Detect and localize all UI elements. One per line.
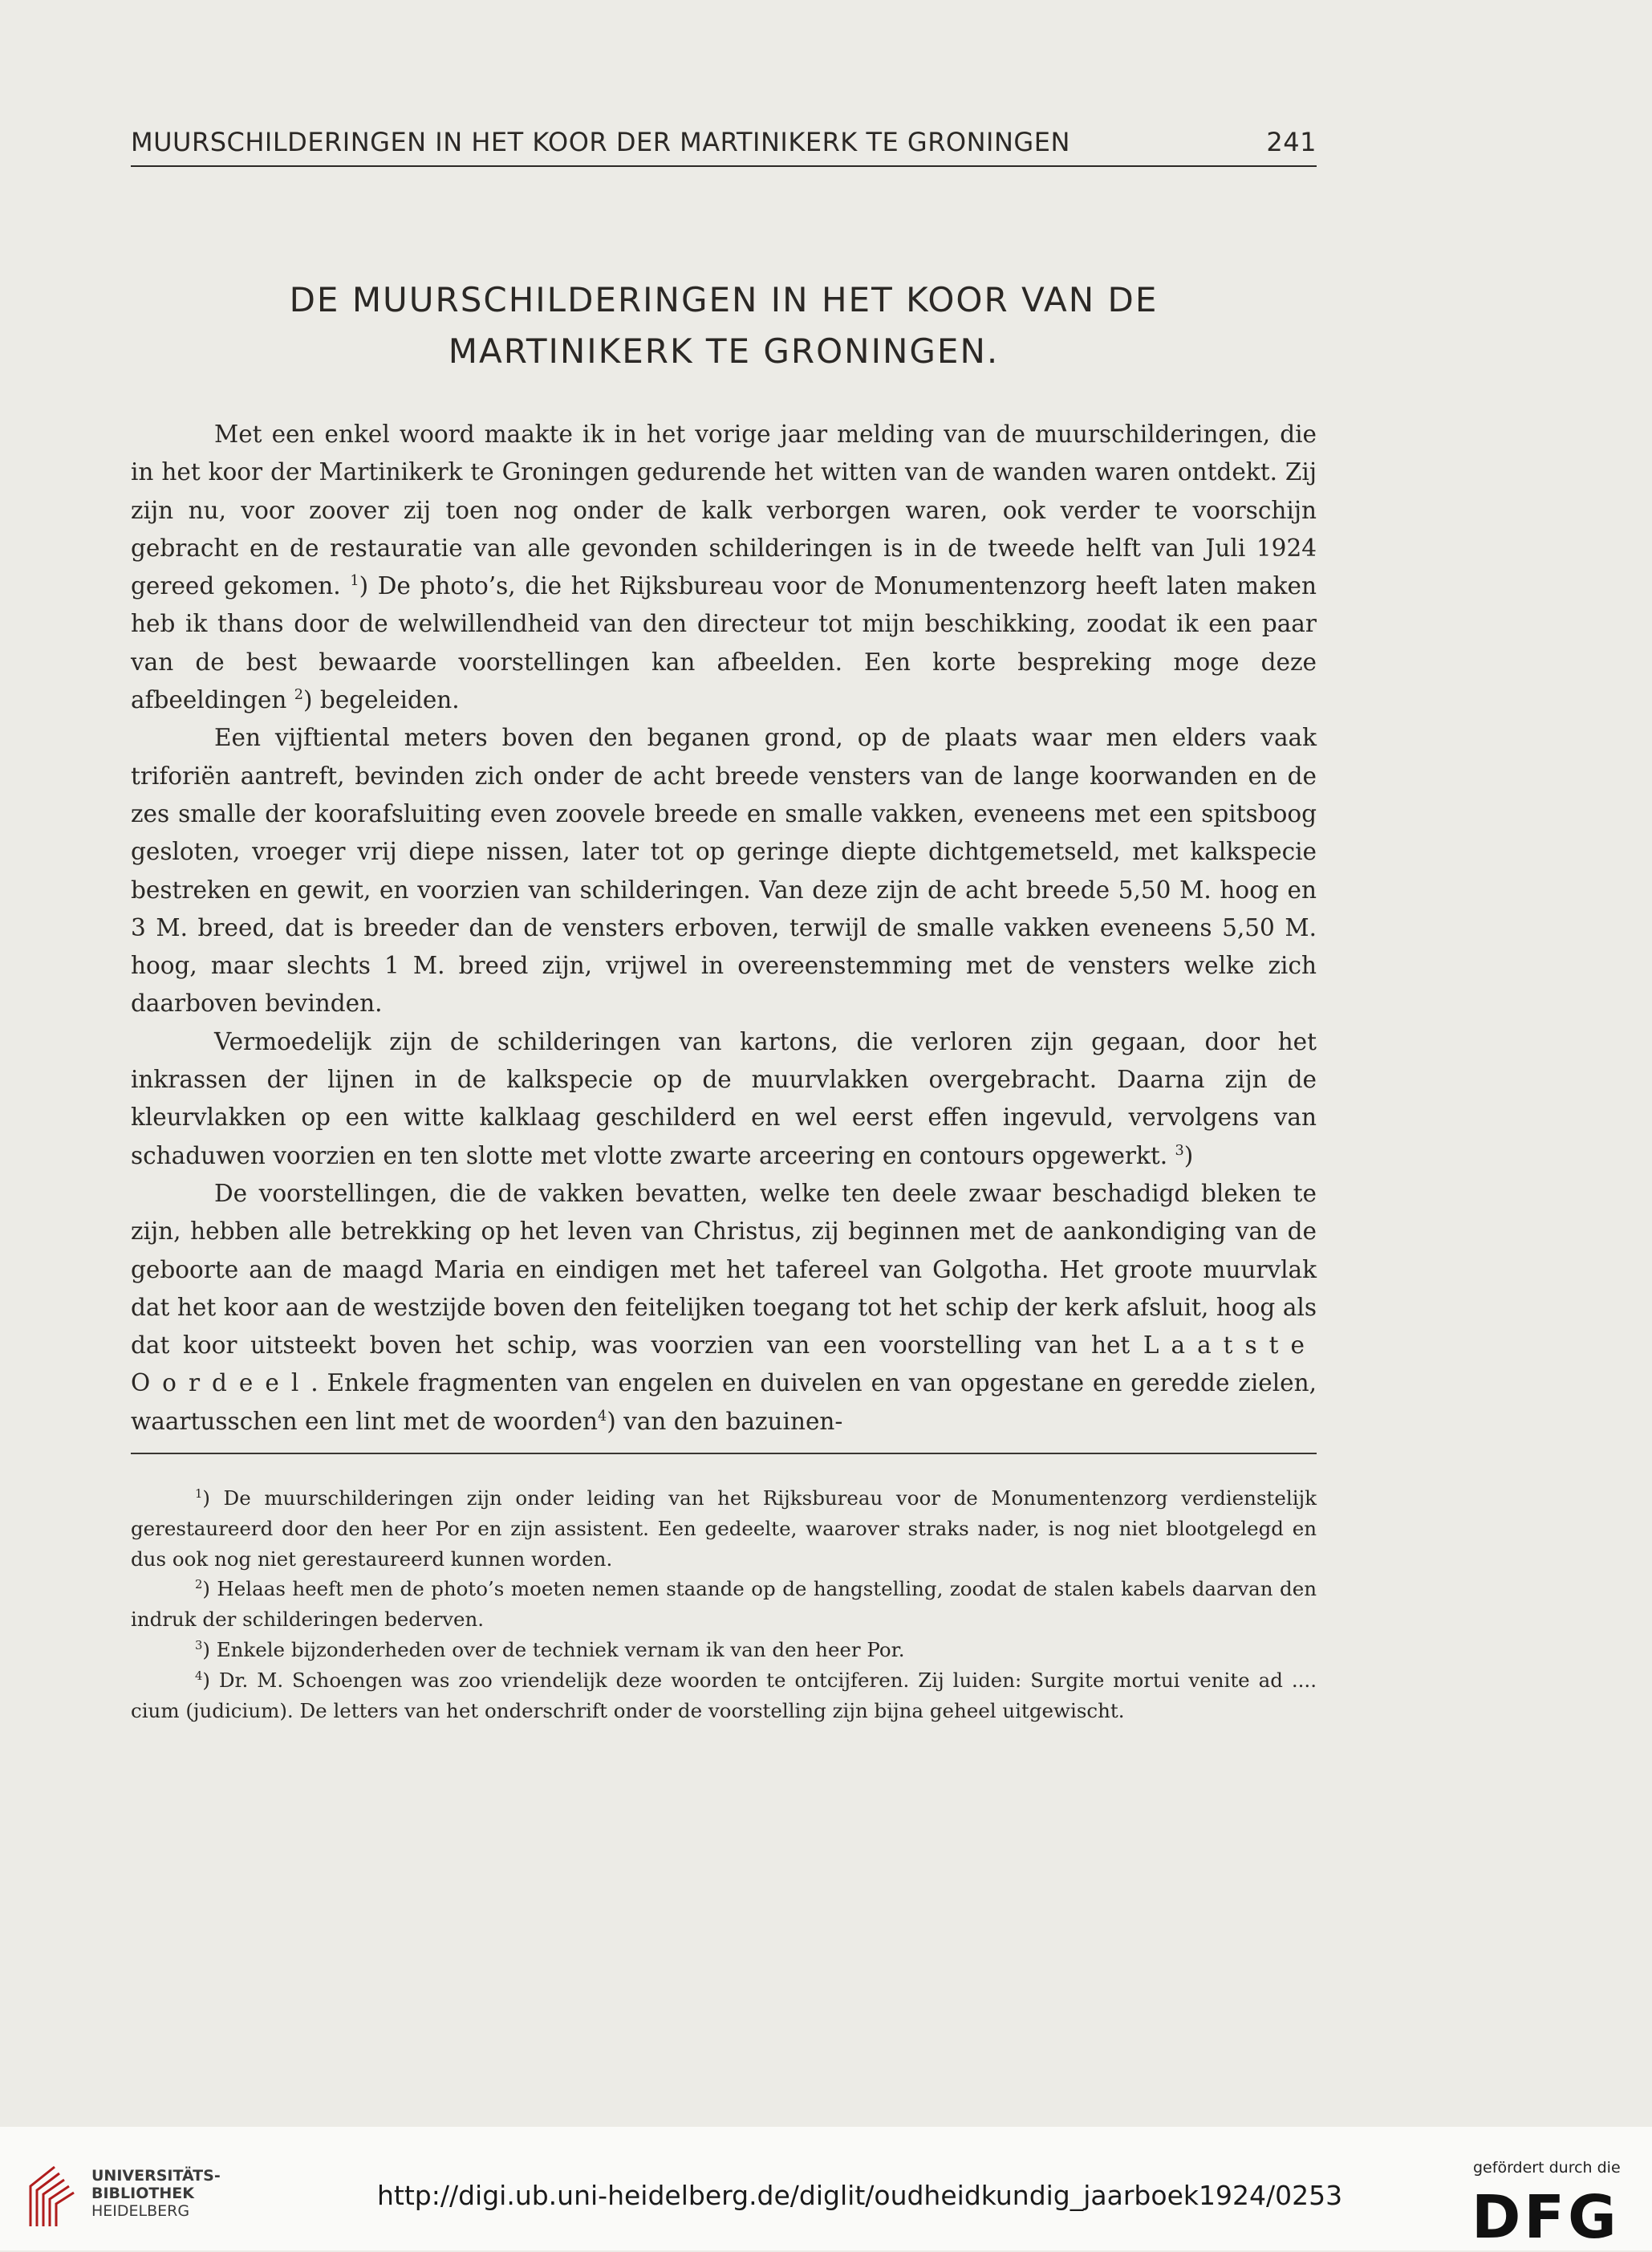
permalink-url[interactable]: http://digi.ub.uni-heidelberg.de/diglit/oudheidkundig_jaarboek1924/0253 <box>377 2180 1343 2211</box>
footnote-4 <box>131 1665 1317 1726</box>
paragraph-3 <box>131 1023 1317 1175</box>
funding-label: gefördert durch die <box>1473 2159 1621 2177</box>
footnote-ref-1[interactable]: 1 <box>350 573 359 590</box>
footnote-text: ) Dr. M. Schoengen was zoo vriendelijk deze woorden te ontcijferen. Zij luiden: Surgite mortui venite ad .... cium (judicium). De letters van het onderschrift onder de voorstelling zijn bijna geheel uitgewischt. <box>131 1668 1317 1722</box>
article-title <box>131 274 1317 377</box>
paragraph-4 <box>131 1175 1317 1441</box>
library-name-line: HEIDELBERG <box>91 2202 190 2220</box>
library-name-line: BIBLIOTHEK <box>91 2185 194 2202</box>
paragraph-text: Vermoedelijk zijn de schilderingen van kartons, die verloren zijn gegaan, door het inkrassen der lijnen in de kalkspecie op de muurvlakken overgebracht. Daarna zijn de kleurvlakken op een witte kalklaag geschilderd en wel eerst effen ingevuld, vervolgens van schaduwen voorzien en ten slotte met vlotte zwarte arceering en contours opgewerkt. <box>131 1027 1317 1169</box>
viewer-footer <box>0 2127 1652 2250</box>
body-text <box>131 416 1317 1441</box>
footnote-mark: 4 <box>195 1669 203 1683</box>
paragraph-1 <box>131 416 1317 719</box>
footnote-text: ) Helaas heeft men de photo’s moeten nemen staande op de hangstelling, zoodat de stalen kabels daarvan den indruk der schilderingen bederven. <box>131 1577 1317 1632</box>
footnote-2 <box>131 1574 1317 1635</box>
footnote-ref-4[interactable]: 4 <box>598 1408 607 1425</box>
running-head-title: MUURSCHILDERINGEN IN HET KOOR DER MARTINIKERK TE GRONINGEN <box>131 127 1070 157</box>
dfg-logo[interactable]: DFG <box>1471 2183 1620 2252</box>
footnote-rule <box>131 1453 1317 1454</box>
footnote-ref-2[interactable]: 2 <box>294 687 304 704</box>
footnote-text: ) Enkele bijzonderheden over de techniek vernam ik van den heer Por. <box>202 1637 905 1661</box>
footnote-1 <box>131 1483 1317 1574</box>
footnote-3 <box>131 1635 1317 1665</box>
footnote-text: ) De muurschilderingen zijn onder leiding van het Rijksbureau voor de Monumentenzorg verdienstelijk gerestaureerd door den heer Por en zijn assistent. Een gedeelte, waarover straks nader, is nog niet blootgelegd en dus ook nog niet gerestaureerd kunnen worden. <box>131 1486 1317 1571</box>
footnote-mark: 1 <box>195 1486 203 1501</box>
paragraph-text: De voorstellingen, die de vakken bevatten, welke ten deele zwaar beschadigd bleken te zijn, hebben alle betrekking op het leven van Christus, zij beginnen met de aankondiging van de geboorte aan de maagd Maria en eindigen met het tafereel van Golgotha. Het groote muurvlak dat het koor aan de westzijde boven den feitelijken toegang tot het schip der kerk afsluit, hoog als dat koor uitsteekt boven het schip, was voorzien van een voorstelling van het <box>131 1179 1317 1360</box>
paragraph-text: ) van den bazuinen- <box>607 1407 843 1435</box>
header-rule <box>131 165 1317 167</box>
footnote-mark: 3 <box>195 1638 203 1652</box>
spaced-emphasis: Laatste Oordeel <box>131 1331 1317 1397</box>
paragraph-text: Met een enkel woord maakte ik in het vorige jaar melding van de muurschilderingen, die in het koor der Martinikerk te Groningen gedurende het witten van de wanden waren ontdekt. Zij zijn nu, voor zoover zij toen nog onder de kalk verborgen waren, ook verder te voorschijn gebracht en de restauratie van alle gevonden schilderingen is in de tweede helft van Juli 1924 gereed gekomen. <box>131 421 1317 600</box>
footnote-mark: 2 <box>195 1578 203 1592</box>
library-name-line: UNIVERSITÄTS- <box>91 2167 221 2185</box>
footnotes <box>131 1483 1317 1726</box>
footnote-ref-3[interactable]: 3 <box>1175 1142 1184 1159</box>
article-title-line-2: MARTINIKERK TE GRONINGEN. <box>448 331 1000 371</box>
library-logo-icon[interactable] <box>22 2162 79 2228</box>
paragraph-text: . Enkele fragmenten van engelen en duivelen en van opgestane en geredde zielen, waartusschen een lint met de woorden <box>131 1369 1317 1435</box>
paragraph-text: ) <box>1183 1141 1194 1169</box>
library-name <box>91 2167 221 2220</box>
paragraph-text: ) begeleiden. <box>303 686 460 714</box>
page-number: 241 <box>1266 127 1317 157</box>
paragraph-2: Een vijftiental meters boven den beganen grond, op de plaats waar men elders vaak triforiën aantreft, bevinden zich onder de acht breede vensters van de lange koorwanden en de zes smalle der koorafsluiting even zoovele breede en smalle vakken, eveneens met een spitsboog gesloten, vroeger vrij diepe nissen, later tot op geringe diepte dichtgemetseld, met kalkspecie bestreken en gewit, en voorzien van schilderingen. Van deze zijn de acht breede 5,50 M. hoog en 3 M. breed, dat is breeder dan de vensters erboven, terwijl de smalle vakken eveneens 5,50 M. hoog, maar slechts 1 M. breed zijn, vrijwel in overeenstemming met de vensters welke zich daarboven bevinden. <box>131 724 1317 1018</box>
paragraph-text: ) De photo’s, die het Rijksbureau voor de Monumentenzorg heeft laten maken heb ik thans door de welwillendheid van den directeur tot mijn beschikking, zoodat ik een paar van de best bewaarde voorstellingen kan afbeelden. Een korte bespreking moge deze afbeeldingen <box>131 572 1317 714</box>
article-title-line-1: DE MUURSCHILDERINGEN IN HET KOOR VAN DE <box>289 280 1159 319</box>
running-head <box>131 127 1317 157</box>
